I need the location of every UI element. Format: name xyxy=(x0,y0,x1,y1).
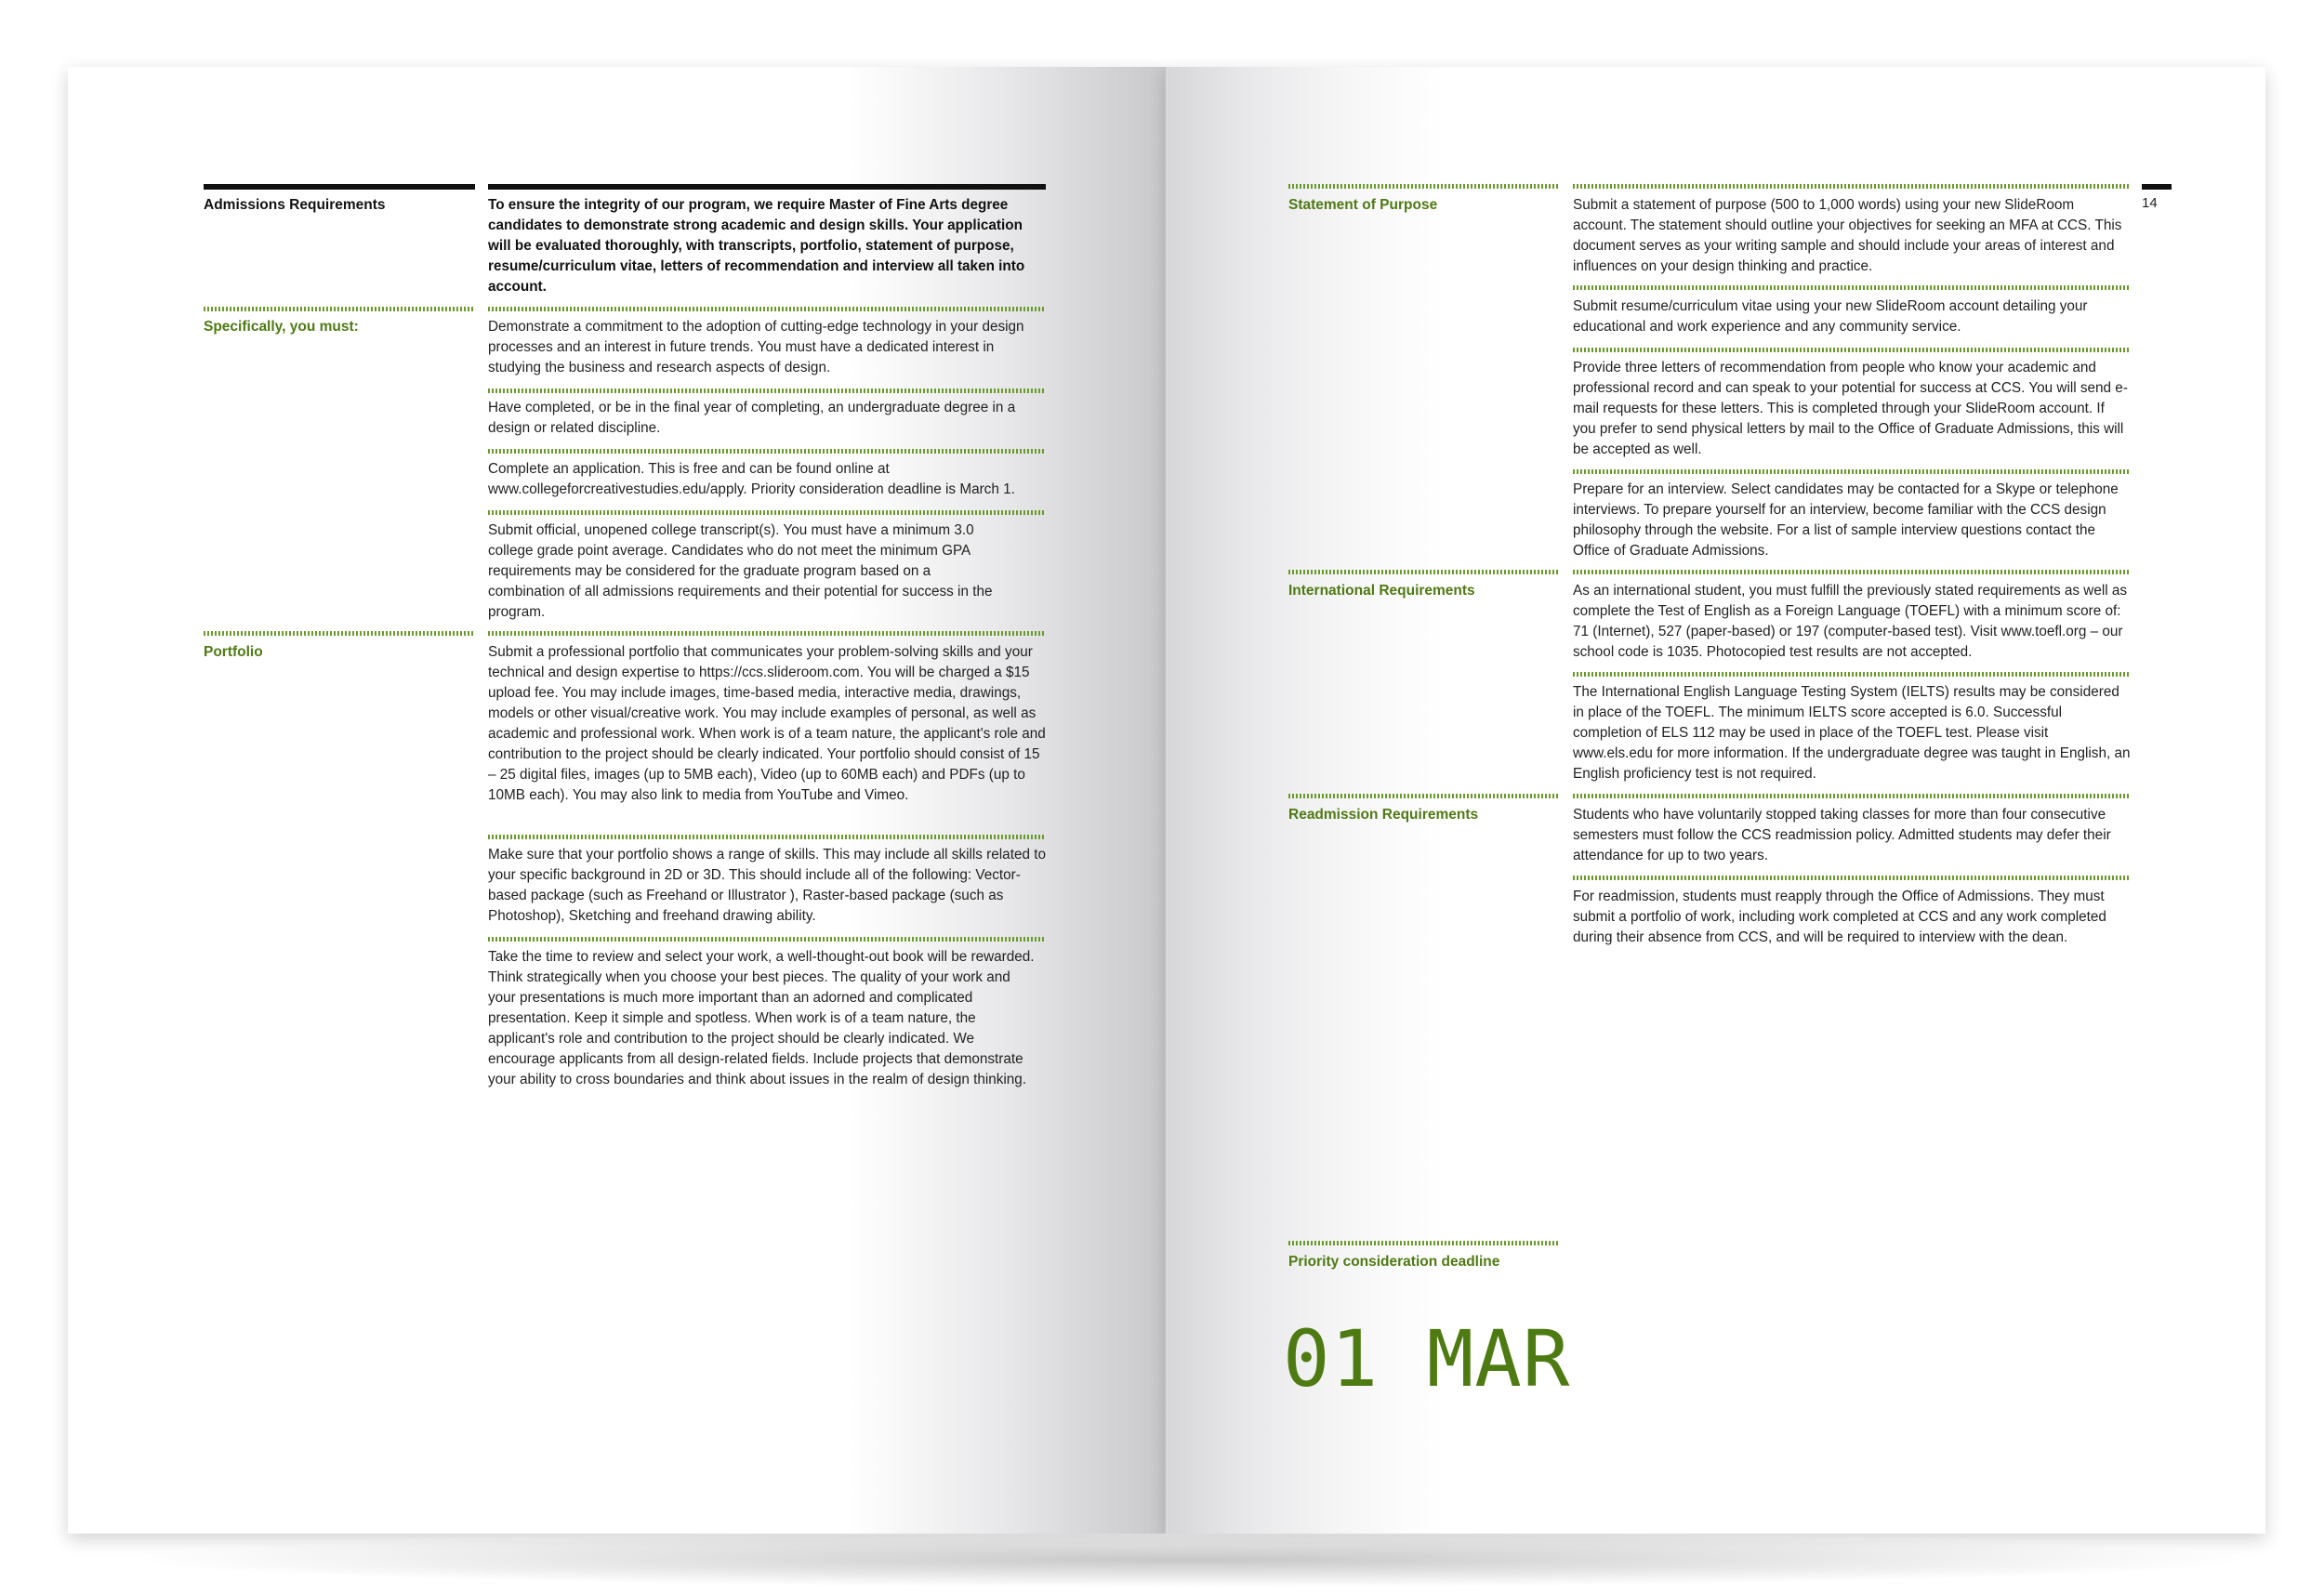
must-item-4: Submit official, unopened college transcript(s). You must have a minimum 3.0 college grade point average. Candidates who do not meet the minimum GPA requirements may be considered for the graduate program based on a combination of all admissions requirements and their potential for success in the program. xyxy=(488,522,993,620)
statement-label: Statement of Purpose xyxy=(1288,197,1438,213)
must-item-3: Complete an application. This is free and can be found online at www.collegeforcreativestudies.edu/apply. Priority consideration deadline is March 1. xyxy=(488,461,1015,497)
divider xyxy=(488,937,1046,942)
divider xyxy=(1288,184,1560,189)
divider xyxy=(1288,794,1560,798)
portfolio-label: Portfolio xyxy=(204,644,263,660)
divider xyxy=(488,389,1046,393)
portfolio-item-3: Take the time to review and select your work, a well-thought-out book will be rewarded. Think strategically when you choose your best pieces. The quality of your work and your presentations is much more important than an adorned and complicated presentation. Keep it simple and spotless. When work is of a team nature, the applicant's role and contribution to the project should be clearly indicated. We encourage applicants from all design-related fields. Include projects that demonstrate your ability to cross boundaries and think about issues in the realm of design thinking. xyxy=(488,949,1035,1087)
divider xyxy=(1573,184,2131,189)
portfolio-item-1: Submit a professional portfolio that communicates your problem-solving skills and your technical and design expertise to https://ccs.slideroom.com. You will be charged a $15 upload fee. You may include images, time-based media, interactive media, drawings, models or other visual/creative work. You may include examples of personal, as well as academic and professional work. When work is of a team nature, the applicant's role and contribution to the project should be clearly indicated. Your portfolio should consist of 15 – 25 digital files, images (up to 5MB each), Video (up to 60MB each) and PDFs (up to 10MB each). You may also link to media from YouTube and Vimeo. xyxy=(488,644,1046,803)
divider xyxy=(1288,570,1560,574)
international-label: International Requirements xyxy=(1288,583,1475,599)
book-spine xyxy=(1165,67,1168,1534)
deadline-day: 01 xyxy=(1283,1313,1380,1404)
heading-rule-right xyxy=(488,184,1046,190)
page-number: 14 xyxy=(2142,195,2158,211)
divider xyxy=(488,835,1046,839)
readmission-label: Readmission Requirements xyxy=(1288,807,1479,823)
deadline-label: Priority consideration deadline xyxy=(1288,1254,1500,1270)
statement-item-3: Provide three letters of recommendation from people who know your academic and professional record and can speak to your potential for success at CCS. You will send e-mail requests for these letters. This is completed through your SlideRoom account. If you prefer to send physical letters by mail to the Office of Graduate Admissions, this will be accepted as well. xyxy=(1573,360,2128,457)
readmission-item-1: Students who have voluntarily stopped taking classes for more than four consecutive semesters must follow the CCS readmission policy. Admitted students may defer their attendance for up to two years. xyxy=(1573,807,2111,863)
statement-item-4: Prepare for an interview. Select candidates may be contacted for a Skype or telephone interviews. To prepare yourself for an interview, become familiar with the CCS design philosophy through the website. For a list of sample interview questions contact the Office of Graduate Admissions. xyxy=(1573,481,2119,559)
portfolio-item-2: Make sure that your portfolio shows a range of skills. This may include all skills related to your specific background in 2D or 3D. This should include all of the following: Vector-based package (such as Freehand or Illustrator ), Raster-based package (such as Photoshop), Sketching and freehand drawing ability. xyxy=(488,847,1046,924)
statement-item-2: Submit resume/curriculum vitae using your new SlideRoom account detailing your educational and work experience and any community service. xyxy=(1573,298,2088,335)
international-item-2: The International English Language Testing System (IELTS) results may be considered in place of the TOEFL. The minimum IELTS score accepted is 6.0. Successful completion of ELS 112 may be used in place of the TOEFL test. Please visit www.els.edu for more information. If the undergraduate degree was taught in English, an English proficiency test is not required. xyxy=(1573,684,2131,782)
divider xyxy=(204,631,475,636)
divider xyxy=(204,307,475,311)
divider xyxy=(1288,1241,1560,1245)
must-item-1: Demonstrate a commitment to the adoption of cutting-edge technology in your design processes and an interest in future trends. You must have a dedicated interest in studying the business and research aspects of design. xyxy=(488,319,1024,375)
page-shadow xyxy=(121,1532,2259,1587)
divider xyxy=(488,449,1046,454)
page-number-rule xyxy=(2142,184,2172,190)
must-item-2: Have completed, or be in the final year of completing, an undergraduate degree in a design or related discipline. xyxy=(488,400,1016,436)
deadline-month: MAR xyxy=(1426,1313,1571,1404)
divider xyxy=(1573,469,2131,474)
international-item-1: As an international student, you must fulfill the previously stated requirements as well as complete the Test of English as a Foreign Language (TOEFL) with a minimum score of: 71 (Internet), 527 (paper-based) or 197 (computer-based test). Visit www.toefl.org – our school code is 1035. Photocopied test results are not accepted. xyxy=(1573,583,2128,660)
deadline-date xyxy=(1283,1312,1570,1405)
divider xyxy=(1573,348,2131,352)
divider xyxy=(488,510,1046,515)
readmission-item-2: For readmission, students must reapply through the Office of Admissions. They must submit a portfolio of work, including work completed at CCS and any work completed during their absence from CCS, and will be required to interview with the dean. xyxy=(1573,889,2106,945)
divider xyxy=(488,631,1046,636)
divider xyxy=(1573,570,2131,574)
divider xyxy=(488,307,1046,311)
specifically-label: Specifically, you must: xyxy=(204,319,359,335)
admissions-heading: Admissions Requirements xyxy=(204,197,386,213)
divider xyxy=(1573,672,2131,677)
admissions-intro: To ensure the integrity of our program, we require Master of Fine Arts degree candidates to demonstrate strong academic and design skills. Your application will be evaluated thoroughly, with transcripts, portfolio, statement of purpose, resume/curriculum vitae, letters of recommendation and interview all taken into account. xyxy=(488,197,1025,295)
divider xyxy=(1573,794,2131,798)
heading-rule-left xyxy=(204,184,475,190)
divider xyxy=(1573,285,2131,290)
divider xyxy=(1573,876,2131,880)
statement-item-1: Submit a statement of purpose (500 to 1,000 words) using your new SlideRoom account. The statement should outline your objectives for seeking an MFA at CCS. This document serves as your writing sample and should include your areas of interest and influences on your design thinking and practice. xyxy=(1573,197,2122,274)
